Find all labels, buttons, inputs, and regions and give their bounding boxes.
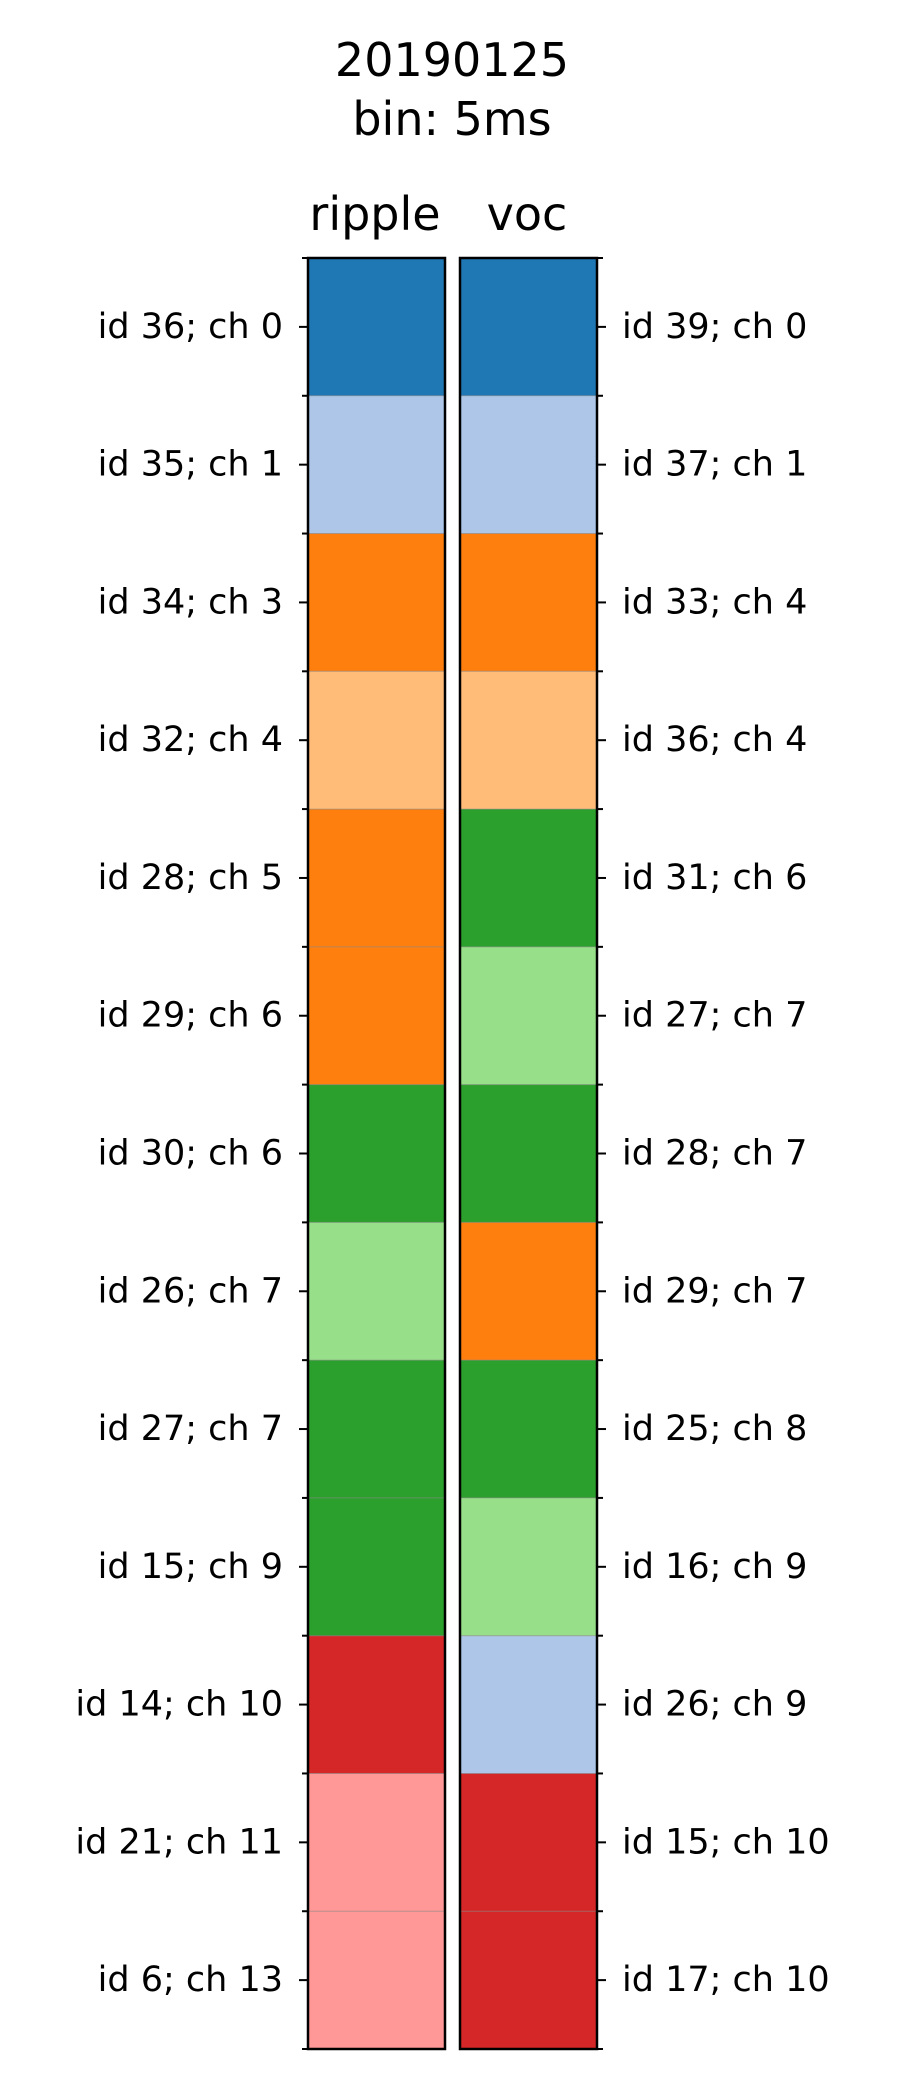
row-label-ripple-2: id 34; ch 3	[97, 582, 283, 623]
row-label-voc-7: id 29; ch 7	[622, 1271, 808, 1312]
cell-ripple-11	[308, 1773, 445, 1911]
row-label-ripple-11: id 21; ch 11	[75, 1822, 283, 1863]
cell-ripple-0	[308, 258, 445, 396]
cell-ripple-8	[308, 1360, 445, 1498]
cell-ripple-5	[308, 947, 445, 1085]
row-label-voc-1: id 37; ch 1	[622, 444, 808, 485]
heatmap-cells	[308, 258, 597, 2050]
column-title-ripple: ripple	[309, 187, 441, 241]
row-label-voc-6: id 28; ch 7	[622, 1133, 808, 1174]
cell-voc-4	[460, 809, 597, 947]
row-label-voc-0: id 39; ch 0	[622, 306, 808, 347]
cell-voc-7	[460, 1222, 597, 1360]
row-label-ripple-6: id 30; ch 6	[97, 1133, 283, 1174]
cell-voc-8	[460, 1360, 597, 1498]
row-label-ripple-4: id 28; ch 5	[97, 857, 283, 898]
row-label-ripple-0: id 36; ch 0	[97, 306, 283, 347]
row-label-ripple-3: id 32; ch 4	[97, 720, 283, 761]
cell-ripple-9	[308, 1498, 445, 1636]
row-label-ripple-8: id 27; ch 7	[97, 1409, 283, 1450]
row-label-voc-9: id 16; ch 9	[622, 1546, 808, 1587]
row-label-voc-3: id 36; ch 4	[622, 720, 808, 761]
cell-voc-0	[460, 258, 597, 396]
row-label-voc-5: id 27; ch 7	[622, 995, 808, 1036]
row-label-voc-11: id 15; ch 10	[622, 1822, 830, 1863]
cell-voc-6	[460, 1085, 597, 1223]
chart-subtitle: bin: 5ms	[352, 92, 552, 146]
row-label-ripple-10: id 14; ch 10	[75, 1684, 283, 1725]
cell-voc-12	[460, 1911, 597, 2049]
cell-ripple-7	[308, 1222, 445, 1360]
cell-ripple-2	[308, 534, 445, 672]
cell-ripple-3	[308, 671, 445, 809]
cell-ripple-4	[308, 809, 445, 947]
cell-ripple-1	[308, 396, 445, 534]
column-title-voc: voc	[486, 187, 568, 241]
cell-ripple-12	[308, 1911, 445, 2049]
cell-voc-3	[460, 671, 597, 809]
cell-voc-9	[460, 1498, 597, 1636]
chart-title: 20190125	[334, 33, 570, 87]
cell-ripple-10	[308, 1636, 445, 1774]
heatmap-ticks	[75, 258, 829, 2049]
row-label-voc-4: id 31; ch 6	[622, 857, 808, 898]
row-label-ripple-7: id 26; ch 7	[97, 1271, 283, 1312]
cell-voc-5	[460, 947, 597, 1085]
cell-voc-10	[460, 1636, 597, 1774]
row-label-ripple-1: id 35; ch 1	[97, 444, 283, 485]
row-label-ripple-12: id 6; ch 13	[97, 1960, 283, 2001]
cell-voc-2	[460, 534, 597, 672]
cell-ripple-6	[308, 1085, 445, 1223]
row-label-ripple-5: id 29; ch 6	[97, 995, 283, 1036]
cell-voc-11	[460, 1773, 597, 1911]
row-label-voc-12: id 17; ch 10	[622, 1960, 830, 2001]
row-label-voc-2: id 33; ch 4	[622, 582, 808, 623]
cell-voc-1	[460, 396, 597, 534]
row-label-voc-8: id 25; ch 8	[622, 1409, 808, 1450]
row-label-voc-10: id 26; ch 9	[622, 1684, 808, 1725]
row-label-ripple-9: id 15; ch 9	[97, 1546, 283, 1587]
